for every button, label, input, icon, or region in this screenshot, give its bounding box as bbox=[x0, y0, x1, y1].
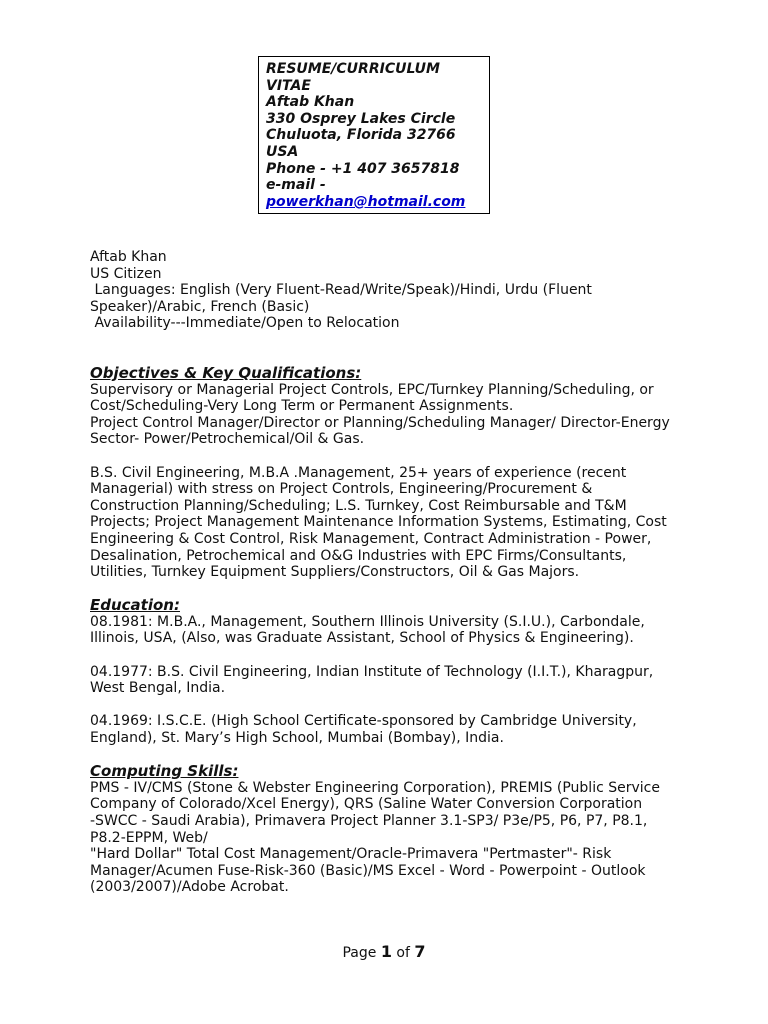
computing-line: Company of Colorado/Xcel Energy), QRS (Saline Water Conversion Corporation bbox=[90, 796, 643, 813]
computing-line: PMS - IV/CMS (Stone & Webster Engineering Corporation), PREMIS (Public Service bbox=[90, 779, 660, 796]
header-address: 330 Osprey Lakes Circle bbox=[266, 110, 456, 127]
education-line: 04.1977: B.S. Civil Engineering, Indian Institute of Technology (I.I.T.), Kharagpur, bbox=[90, 663, 654, 680]
education-line: West Bengal, India. bbox=[90, 680, 226, 697]
computing-line: -SWCC - Saudi Arabia), Primavera Project Planner 3.1-SP3/ P3e/P5, P6, P7, P8.1, bbox=[90, 813, 648, 829]
objectives-line: Sector- Power/Petrochemical/Oil & Gas. bbox=[90, 431, 365, 448]
header-line: RESUME/CURRICULUM bbox=[266, 61, 440, 77]
page-footer bbox=[0, 942, 768, 961]
email-link[interactable]: powerkhan@hotmail.com bbox=[266, 193, 466, 210]
header-email-label: e-mail - bbox=[266, 177, 326, 194]
education-line: 04.1969: I.S.C.E. (High School Certificate-sponsored by Cambridge University, bbox=[90, 713, 637, 730]
computing-line: P8.2-EPPM, Web/ bbox=[90, 829, 208, 846]
objectives-line: Cost/Scheduling-Very Long Term or Permanent Assignments. bbox=[90, 398, 514, 415]
objectives-line: Engineering & Cost Control, Risk Management, Contract Administration - Power, bbox=[90, 530, 652, 547]
current-page-number: 1 bbox=[380, 942, 392, 961]
intro-line: Availability---Immediate/Open to Relocation bbox=[90, 315, 400, 332]
objectives-line: Projects; Project Management Maintenance Information Systems, Estimating, Cost bbox=[90, 514, 667, 531]
header-country: USA bbox=[266, 143, 299, 160]
education-line: Illinois, USA, (Also, was Graduate Assistant, School of Physics & Engineering). bbox=[90, 630, 634, 647]
section-title-objectives: Objectives & Key Qualifications: bbox=[90, 363, 362, 382]
header-line: VITAE bbox=[266, 77, 311, 94]
education-line: England), St. Mary’s High School, Mumbai (Bombay), India. bbox=[90, 730, 504, 747]
body-text bbox=[90, 249, 690, 896]
section-title-computing: Computing Skills: bbox=[90, 762, 239, 781]
education-line: 08.1981: M.B.A., Management, Southern Illinois University (S.I.U.), Carbondale, bbox=[90, 613, 645, 630]
intro-line: US Citizen bbox=[90, 265, 162, 282]
objectives-line: B.S. Civil Engineering, M.B.A .Management, 25+ years of experience (recent bbox=[90, 464, 627, 481]
total-page-number: 7 bbox=[414, 942, 426, 961]
of-label: of bbox=[396, 945, 410, 961]
objectives-line: Supervisory or Managerial Project Controls, EPC/Turnkey Planning/Scheduling, or bbox=[90, 381, 654, 398]
intro-line: Aftab Khan bbox=[90, 249, 167, 265]
computing-line: Manager/Acumen Fuse-Risk-360 (Basic)/MS Excel - Word - Powerpoint - Outlook bbox=[90, 862, 646, 879]
objectives-line: Project Control Manager/Director or Planning/Scheduling Manager/ Director-Energy bbox=[90, 414, 670, 431]
header-box bbox=[258, 56, 490, 214]
objectives-line: Managerial) with stress on Project Controls, Engineering/Procurement & bbox=[90, 481, 593, 498]
computing-line: "Hard Dollar" Total Cost Management/Oracle-Primavera "Pertmaster"- Risk bbox=[90, 846, 612, 863]
page-label: Page bbox=[342, 945, 377, 961]
intro-line: Speaker)/Arabic, French (Basic) bbox=[90, 298, 310, 315]
header-city: Chuluota, Florida 32766 bbox=[266, 127, 456, 144]
objectives-line: Desalination, Petrochemical and O&G Industries with EPC Firms/Consultants, bbox=[90, 547, 627, 564]
objectives-line: Utilities, Turnkey Equipment Suppliers/Constructors, Oil & Gas Majors. bbox=[90, 564, 580, 581]
header-name: Aftab Khan bbox=[266, 94, 355, 111]
header-phone: Phone - +1 407 3657818 bbox=[266, 160, 460, 177]
objectives-line: Construction Planning/Scheduling; L.S. Turnkey, Cost Reimbursable and T&M bbox=[90, 497, 627, 514]
section-title-education: Education: bbox=[90, 596, 180, 615]
computing-line: (2003/2007)/Adobe Acrobat. bbox=[90, 879, 289, 896]
intro-line: Languages: English (Very Fluent-Read/Write/Speak)/Hindi, Urdu (Fluent bbox=[90, 282, 592, 299]
